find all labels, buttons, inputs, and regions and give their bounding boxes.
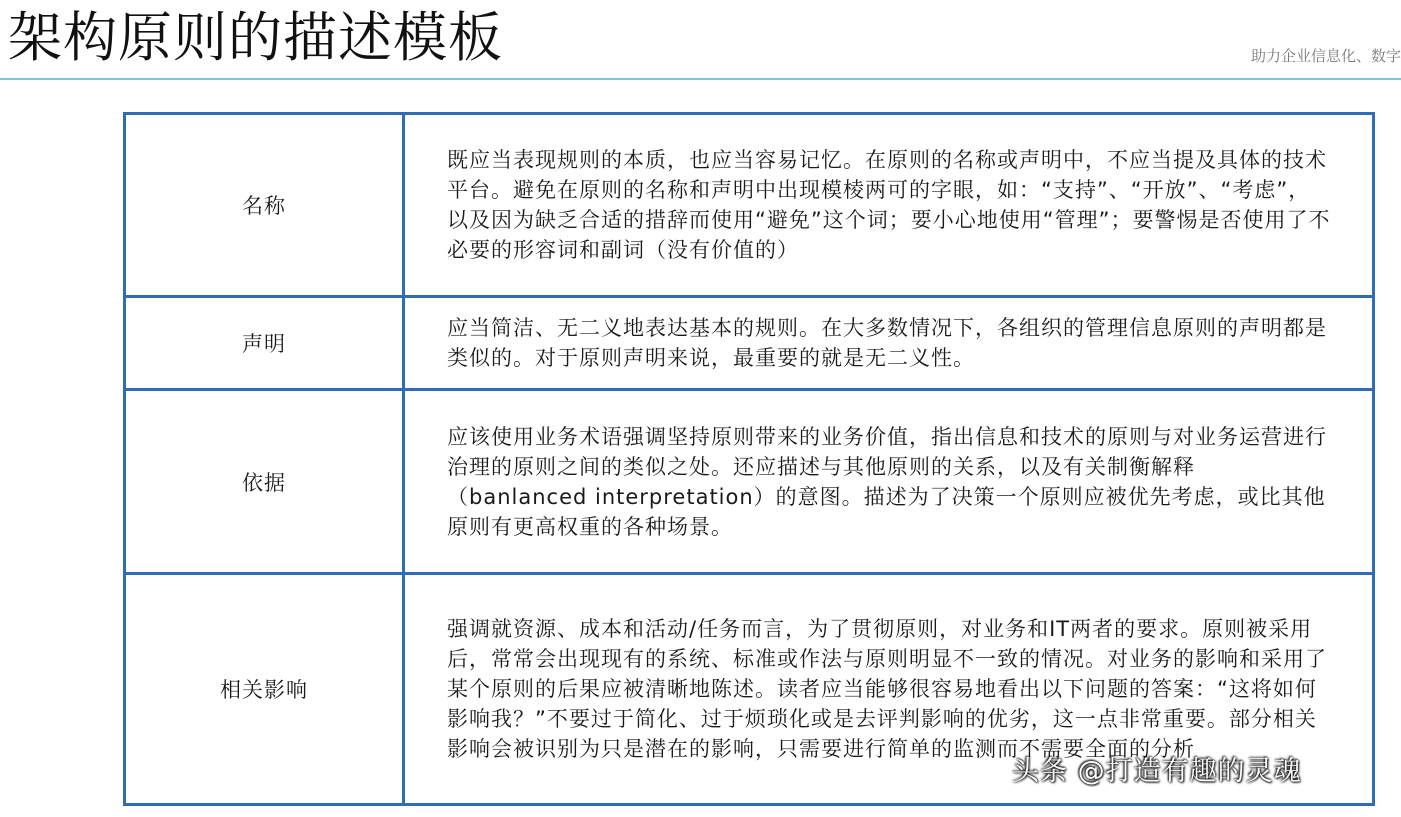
description-text: 强调就资源、成本和活动/任务而言，为了贯彻原则，对业务和IT两者的要求。原则被采用后，常常会出现现有的系统、标准或作法与原则明显不一致的情况。对业务的影响和采用了某个原则的后果应被清晰地陈述。读者应当能够很容易地看出以下问题的答案：“这将如何影响我？”不要过于简化、过于烦琐化或是去评判影响的优劣，这一点非常重要。部分相关影响会被识别为只是潜在的影响，只需要进行简单的监测而不需要全面的分析 xyxy=(447,617,1327,761)
header-divider xyxy=(0,78,1401,80)
header-tagline: 助力企业信息化、数字 xyxy=(1250,47,1401,65)
description-text: 应该使用业务术语强调坚持原则带来的业务价值，指出信息和技术的原则与对业务运营进行治理的原则之间的类似之处。还应描述与其他原则的关系，以及有关制衡解释（banlanced interpretation）的意图。描述为了决策一个原则应被优先考虑，或比其他原则有更高权重的各种场景。 xyxy=(447,424,1327,539)
table-row xyxy=(125,390,1374,574)
row-label-name: 名称 xyxy=(125,114,404,297)
row-label-implications: 相关影响 xyxy=(125,574,404,805)
principle-template-table xyxy=(123,112,1375,806)
row-label-statement: 声明 xyxy=(125,297,404,390)
row-description-statement xyxy=(404,297,1374,390)
row-description-rationale xyxy=(404,390,1374,574)
watermark: 头条 @打造有趣的灵魂 xyxy=(1012,756,1302,787)
description-text: 应当简洁、无二义地表达基本的规则。在大多数情况下，各组织的管理信息原则的声明都是类似的。对于原则声明来说，最重要的就是无二义性。 xyxy=(447,316,1327,370)
row-label-rationale: 依据 xyxy=(125,390,404,574)
page-title: 架构原则的描述模板 xyxy=(8,6,503,69)
table-row xyxy=(125,297,1374,390)
description-text: 既应当表现规则的本质，也应当容易记忆。在原则的名称或声明中，不应当提及具体的技术平台。避免在原则的名称和声明中出现模棱两可的字眼，如：“支持”、“开放”、“考虑”，以及因为缺乏合适的措辞而使用“避免”这个词；要小心地使用“管理”；要警惕是否使用了不必要的形容词和副词（没有价值的） xyxy=(447,148,1331,262)
row-description-name xyxy=(404,114,1374,297)
table-row xyxy=(125,114,1374,297)
